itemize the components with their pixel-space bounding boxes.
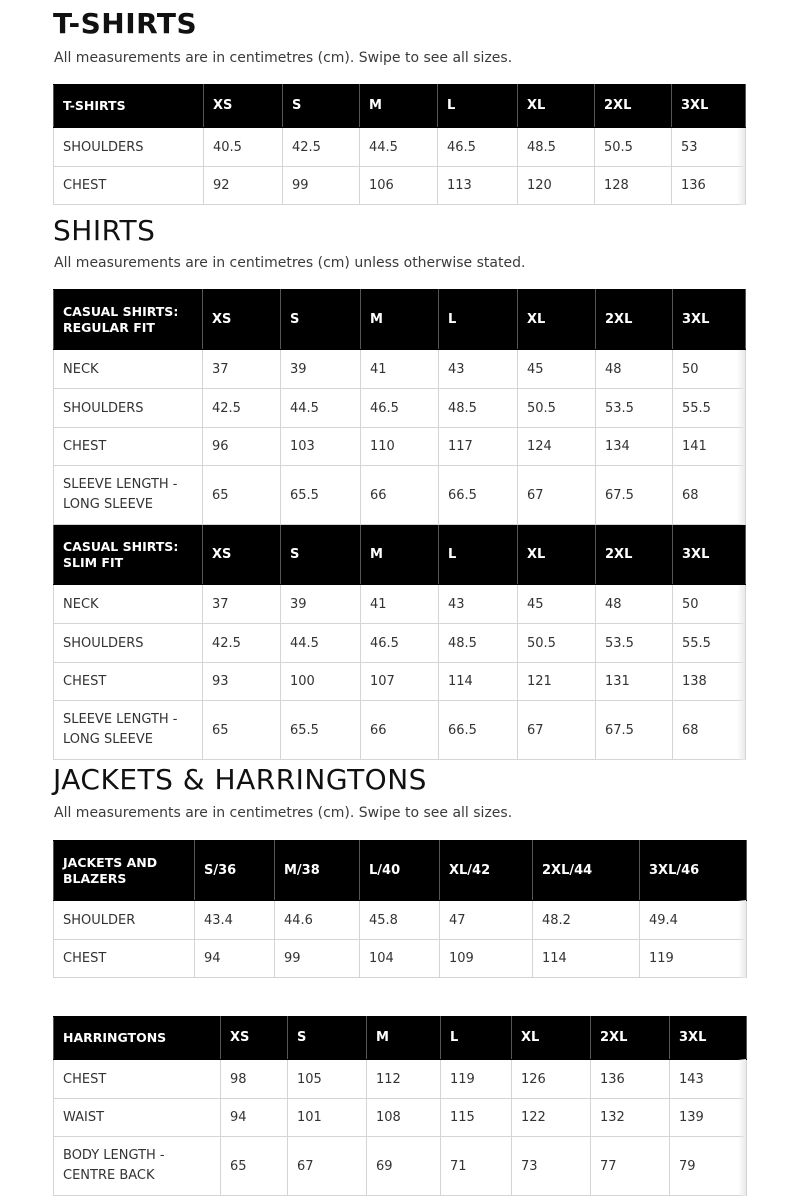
table-cell: 42.5 <box>203 389 281 428</box>
tshirts-note: All measurements are in centimetres (cm). Swipe to see all sizes. <box>54 50 513 66</box>
measurement-label: SLEEVE LENGTH - LONG SLEEVE <box>54 466 203 525</box>
table-scroll-fade <box>738 900 746 978</box>
table-row <box>54 167 746 205</box>
table-row <box>54 701 746 760</box>
measurement-label: SLEEVE LENGTH - LONG SLEEVE <box>54 701 203 760</box>
table-cell: 106 <box>360 167 438 205</box>
table-cell: 44.5 <box>360 128 438 167</box>
table-cell: 71 <box>441 1137 512 1196</box>
size-header-cell: S <box>281 290 361 350</box>
table-header-row <box>54 290 746 350</box>
measurement-label: BODY LENGTH - CENTRE BACK <box>54 1137 221 1196</box>
table-cell: 131 <box>596 663 673 701</box>
jackets-size-table[interactable] <box>53 840 747 978</box>
shirts-size-table[interactable] <box>53 289 746 760</box>
table-cell: 37 <box>203 350 281 389</box>
shirts-title: SHIRTS <box>53 214 156 247</box>
table-cell: 43 <box>439 585 518 624</box>
table-cell: 124 <box>518 428 596 466</box>
table-cell: 46.5 <box>361 389 439 428</box>
size-header-cell: 3XL <box>672 85 746 128</box>
size-header-cell: S/36 <box>195 841 275 901</box>
table-cell: 48 <box>596 585 673 624</box>
measurement-label: SHOULDERS <box>54 128 204 167</box>
table-cell: 48.2 <box>533 901 640 940</box>
size-header-cell: M <box>367 1017 441 1060</box>
table-header-row <box>54 525 746 585</box>
table-cell: 110 <box>361 428 439 466</box>
table-cell: 39 <box>281 585 361 624</box>
measurement-label: NECK <box>54 350 203 389</box>
measurement-label: CHEST <box>54 428 203 466</box>
size-header-cell: XS <box>204 85 283 128</box>
table-cell: 39 <box>281 350 361 389</box>
table-cell: 143 <box>670 1060 747 1099</box>
table-cell: 53 <box>672 128 746 167</box>
table-cell: 50 <box>673 585 746 624</box>
table-cell: 109 <box>440 940 533 978</box>
table-row <box>54 663 746 701</box>
table-cell: 99 <box>283 167 360 205</box>
table-scroll-fade <box>737 350 745 525</box>
table-cell: 50.5 <box>595 128 672 167</box>
table-cell: 41 <box>361 585 439 624</box>
table-row <box>54 350 746 389</box>
table-cell: 103 <box>281 428 361 466</box>
size-header-cell: S <box>283 85 360 128</box>
table-row <box>54 901 747 940</box>
size-header-cell: L <box>439 290 518 350</box>
size-header-cell: 3XL <box>673 290 746 350</box>
measurement-label: CHEST <box>54 1060 221 1099</box>
table-cell: 101 <box>288 1099 367 1137</box>
table-row <box>54 624 746 663</box>
table-cell: 99 <box>275 940 360 978</box>
table-cell: 139 <box>670 1099 747 1137</box>
size-header-cell: M/38 <box>275 841 360 901</box>
table-row <box>54 585 746 624</box>
table-cell: 132 <box>591 1099 670 1137</box>
table-category-cell: CASUAL SHIRTS: REGULAR FIT <box>54 290 203 350</box>
table-cell: 113 <box>438 167 518 205</box>
table-cell: 67.5 <box>596 701 673 760</box>
table-cell: 66 <box>361 466 439 525</box>
table-cell: 136 <box>591 1060 670 1099</box>
table-cell: 68 <box>673 466 746 525</box>
table-cell: 49.4 <box>640 901 747 940</box>
table-cell: 44.5 <box>281 624 361 663</box>
table-cell: 44.6 <box>275 901 360 940</box>
table-scroll-fade <box>737 585 745 760</box>
table-cell: 43.4 <box>195 901 275 940</box>
table-cell: 122 <box>512 1099 591 1137</box>
table-cell: 115 <box>441 1099 512 1137</box>
measurement-label: SHOULDERS <box>54 624 203 663</box>
table-cell: 138 <box>673 663 746 701</box>
size-header-cell: M <box>361 525 439 585</box>
table-cell: 40.5 <box>204 128 283 167</box>
measurement-label: CHEST <box>54 167 204 205</box>
table-cell: 68 <box>673 701 746 760</box>
size-header-cell: XL/42 <box>440 841 533 901</box>
table-cell: 67.5 <box>596 466 673 525</box>
table-cell: 94 <box>195 940 275 978</box>
table-scroll-fade <box>738 1059 746 1196</box>
table-cell: 114 <box>533 940 640 978</box>
measurement-label: SHOULDER <box>54 901 195 940</box>
table-row <box>54 128 746 167</box>
table-header-row <box>54 85 746 128</box>
table-cell: 93 <box>203 663 281 701</box>
table-cell: 141 <box>673 428 746 466</box>
table-row <box>54 940 747 978</box>
table-cell: 48.5 <box>439 389 518 428</box>
table-row <box>54 1099 747 1137</box>
table-cell: 79 <box>670 1137 747 1196</box>
harringtons-size-table[interactable] <box>53 1016 747 1196</box>
size-header-cell: 2XL <box>596 290 673 350</box>
jackets-note: All measurements are in centimetres (cm). Swipe to see all sizes. <box>54 805 513 821</box>
table-cell: 67 <box>518 701 596 760</box>
table-cell: 48.5 <box>518 128 595 167</box>
table-cell: 65 <box>203 701 281 760</box>
size-header-cell: 3XL <box>673 525 746 585</box>
table-cell: 114 <box>439 663 518 701</box>
table-cell: 48 <box>596 350 673 389</box>
size-header-cell: 2XL <box>595 85 672 128</box>
table-cell: 66.5 <box>439 701 518 760</box>
table-cell: 128 <box>595 167 672 205</box>
table-cell: 108 <box>367 1099 441 1137</box>
size-header-cell: XL <box>518 290 596 350</box>
table-cell: 134 <box>596 428 673 466</box>
table-cell: 98 <box>221 1060 288 1099</box>
size-header-cell: XL <box>518 85 595 128</box>
table-row <box>54 1060 747 1099</box>
table-cell: 119 <box>441 1060 512 1099</box>
size-header-cell: XL <box>512 1017 591 1060</box>
table-cell: 65.5 <box>281 466 361 525</box>
table-cell: 66 <box>361 701 439 760</box>
table-cell: 96 <box>203 428 281 466</box>
table-cell: 92 <box>204 167 283 205</box>
table-cell: 47 <box>440 901 533 940</box>
measurement-label: SHOULDERS <box>54 389 203 428</box>
table-category-cell: CASUAL SHIRTS: SLIM FIT <box>54 525 203 585</box>
table-cell: 42.5 <box>203 624 281 663</box>
size-header-cell: 2XL/44 <box>533 841 640 901</box>
table-cell: 45 <box>518 585 596 624</box>
table-cell: 67 <box>288 1137 367 1196</box>
table-cell: 50 <box>673 350 746 389</box>
table-cell: 45 <box>518 350 596 389</box>
size-header-cell: 3XL <box>670 1017 747 1060</box>
size-header-cell: 3XL/46 <box>640 841 747 901</box>
table-scroll-fade <box>737 128 745 205</box>
table-row <box>54 428 746 466</box>
table-cell: 53.5 <box>596 389 673 428</box>
table-cell: 119 <box>640 940 747 978</box>
size-header-cell: 2XL <box>591 1017 670 1060</box>
table-cell: 136 <box>672 167 746 205</box>
table-cell: 67 <box>518 466 596 525</box>
table-header-row <box>54 841 747 901</box>
table-cell: 55.5 <box>673 624 746 663</box>
tshirts-title: T-SHIRTS <box>53 7 198 40</box>
table-cell: 69 <box>367 1137 441 1196</box>
size-header-cell: XL <box>518 525 596 585</box>
table-cell: 44.5 <box>281 389 361 428</box>
shirts-note: All measurements are in centimetres (cm) unless otherwise stated. <box>54 255 526 271</box>
size-header-cell: XS <box>203 525 281 585</box>
table-cell: 65 <box>221 1137 288 1196</box>
table-cell: 65 <box>203 466 281 525</box>
measurement-label: NECK <box>54 585 203 624</box>
size-header-cell: S <box>288 1017 367 1060</box>
table-cell: 66.5 <box>439 466 518 525</box>
table-cell: 126 <box>512 1060 591 1099</box>
table-cell: 77 <box>591 1137 670 1196</box>
size-header-cell: 2XL <box>596 525 673 585</box>
table-cell: 107 <box>361 663 439 701</box>
table-cell: 42.5 <box>283 128 360 167</box>
table-category-cell: T-SHIRTS <box>54 85 204 128</box>
size-header-cell: L <box>439 525 518 585</box>
table-cell: 105 <box>288 1060 367 1099</box>
size-header-cell: M <box>360 85 438 128</box>
size-header-cell: L/40 <box>360 841 440 901</box>
table-category-cell: HARRINGTONS <box>54 1017 221 1060</box>
table-cell: 117 <box>439 428 518 466</box>
jackets-title: JACKETS & HARRINGTONS <box>53 763 427 796</box>
measurement-label: CHEST <box>54 940 195 978</box>
table-cell: 45.8 <box>360 901 440 940</box>
table-cell: 41 <box>361 350 439 389</box>
table-cell: 53.5 <box>596 624 673 663</box>
table-cell: 121 <box>518 663 596 701</box>
table-cell: 104 <box>360 940 440 978</box>
size-header-cell: XS <box>203 290 281 350</box>
table-cell: 65.5 <box>281 701 361 760</box>
table-cell: 94 <box>221 1099 288 1137</box>
size-header-cell: M <box>361 290 439 350</box>
size-header-cell: L <box>441 1017 512 1060</box>
table-row <box>54 1137 747 1196</box>
size-header-cell: S <box>281 525 361 585</box>
size-header-cell: XS <box>221 1017 288 1060</box>
table-cell: 50.5 <box>518 389 596 428</box>
table-cell: 73 <box>512 1137 591 1196</box>
table-row <box>54 389 746 428</box>
tshirts-size-table[interactable] <box>53 84 746 205</box>
size-header-cell: L <box>438 85 518 128</box>
table-row <box>54 466 746 525</box>
measurement-label: CHEST <box>54 663 203 701</box>
table-header-row <box>54 1017 747 1060</box>
measurement-label: WAIST <box>54 1099 221 1137</box>
table-cell: 112 <box>367 1060 441 1099</box>
table-cell: 48.5 <box>439 624 518 663</box>
table-cell: 120 <box>518 167 595 205</box>
table-cell: 46.5 <box>438 128 518 167</box>
table-cell: 46.5 <box>361 624 439 663</box>
table-cell: 43 <box>439 350 518 389</box>
table-cell: 50.5 <box>518 624 596 663</box>
table-cell: 55.5 <box>673 389 746 428</box>
table-cell: 100 <box>281 663 361 701</box>
table-cell: 37 <box>203 585 281 624</box>
table-category-cell: JACKETS AND BLAZERS <box>54 841 195 901</box>
